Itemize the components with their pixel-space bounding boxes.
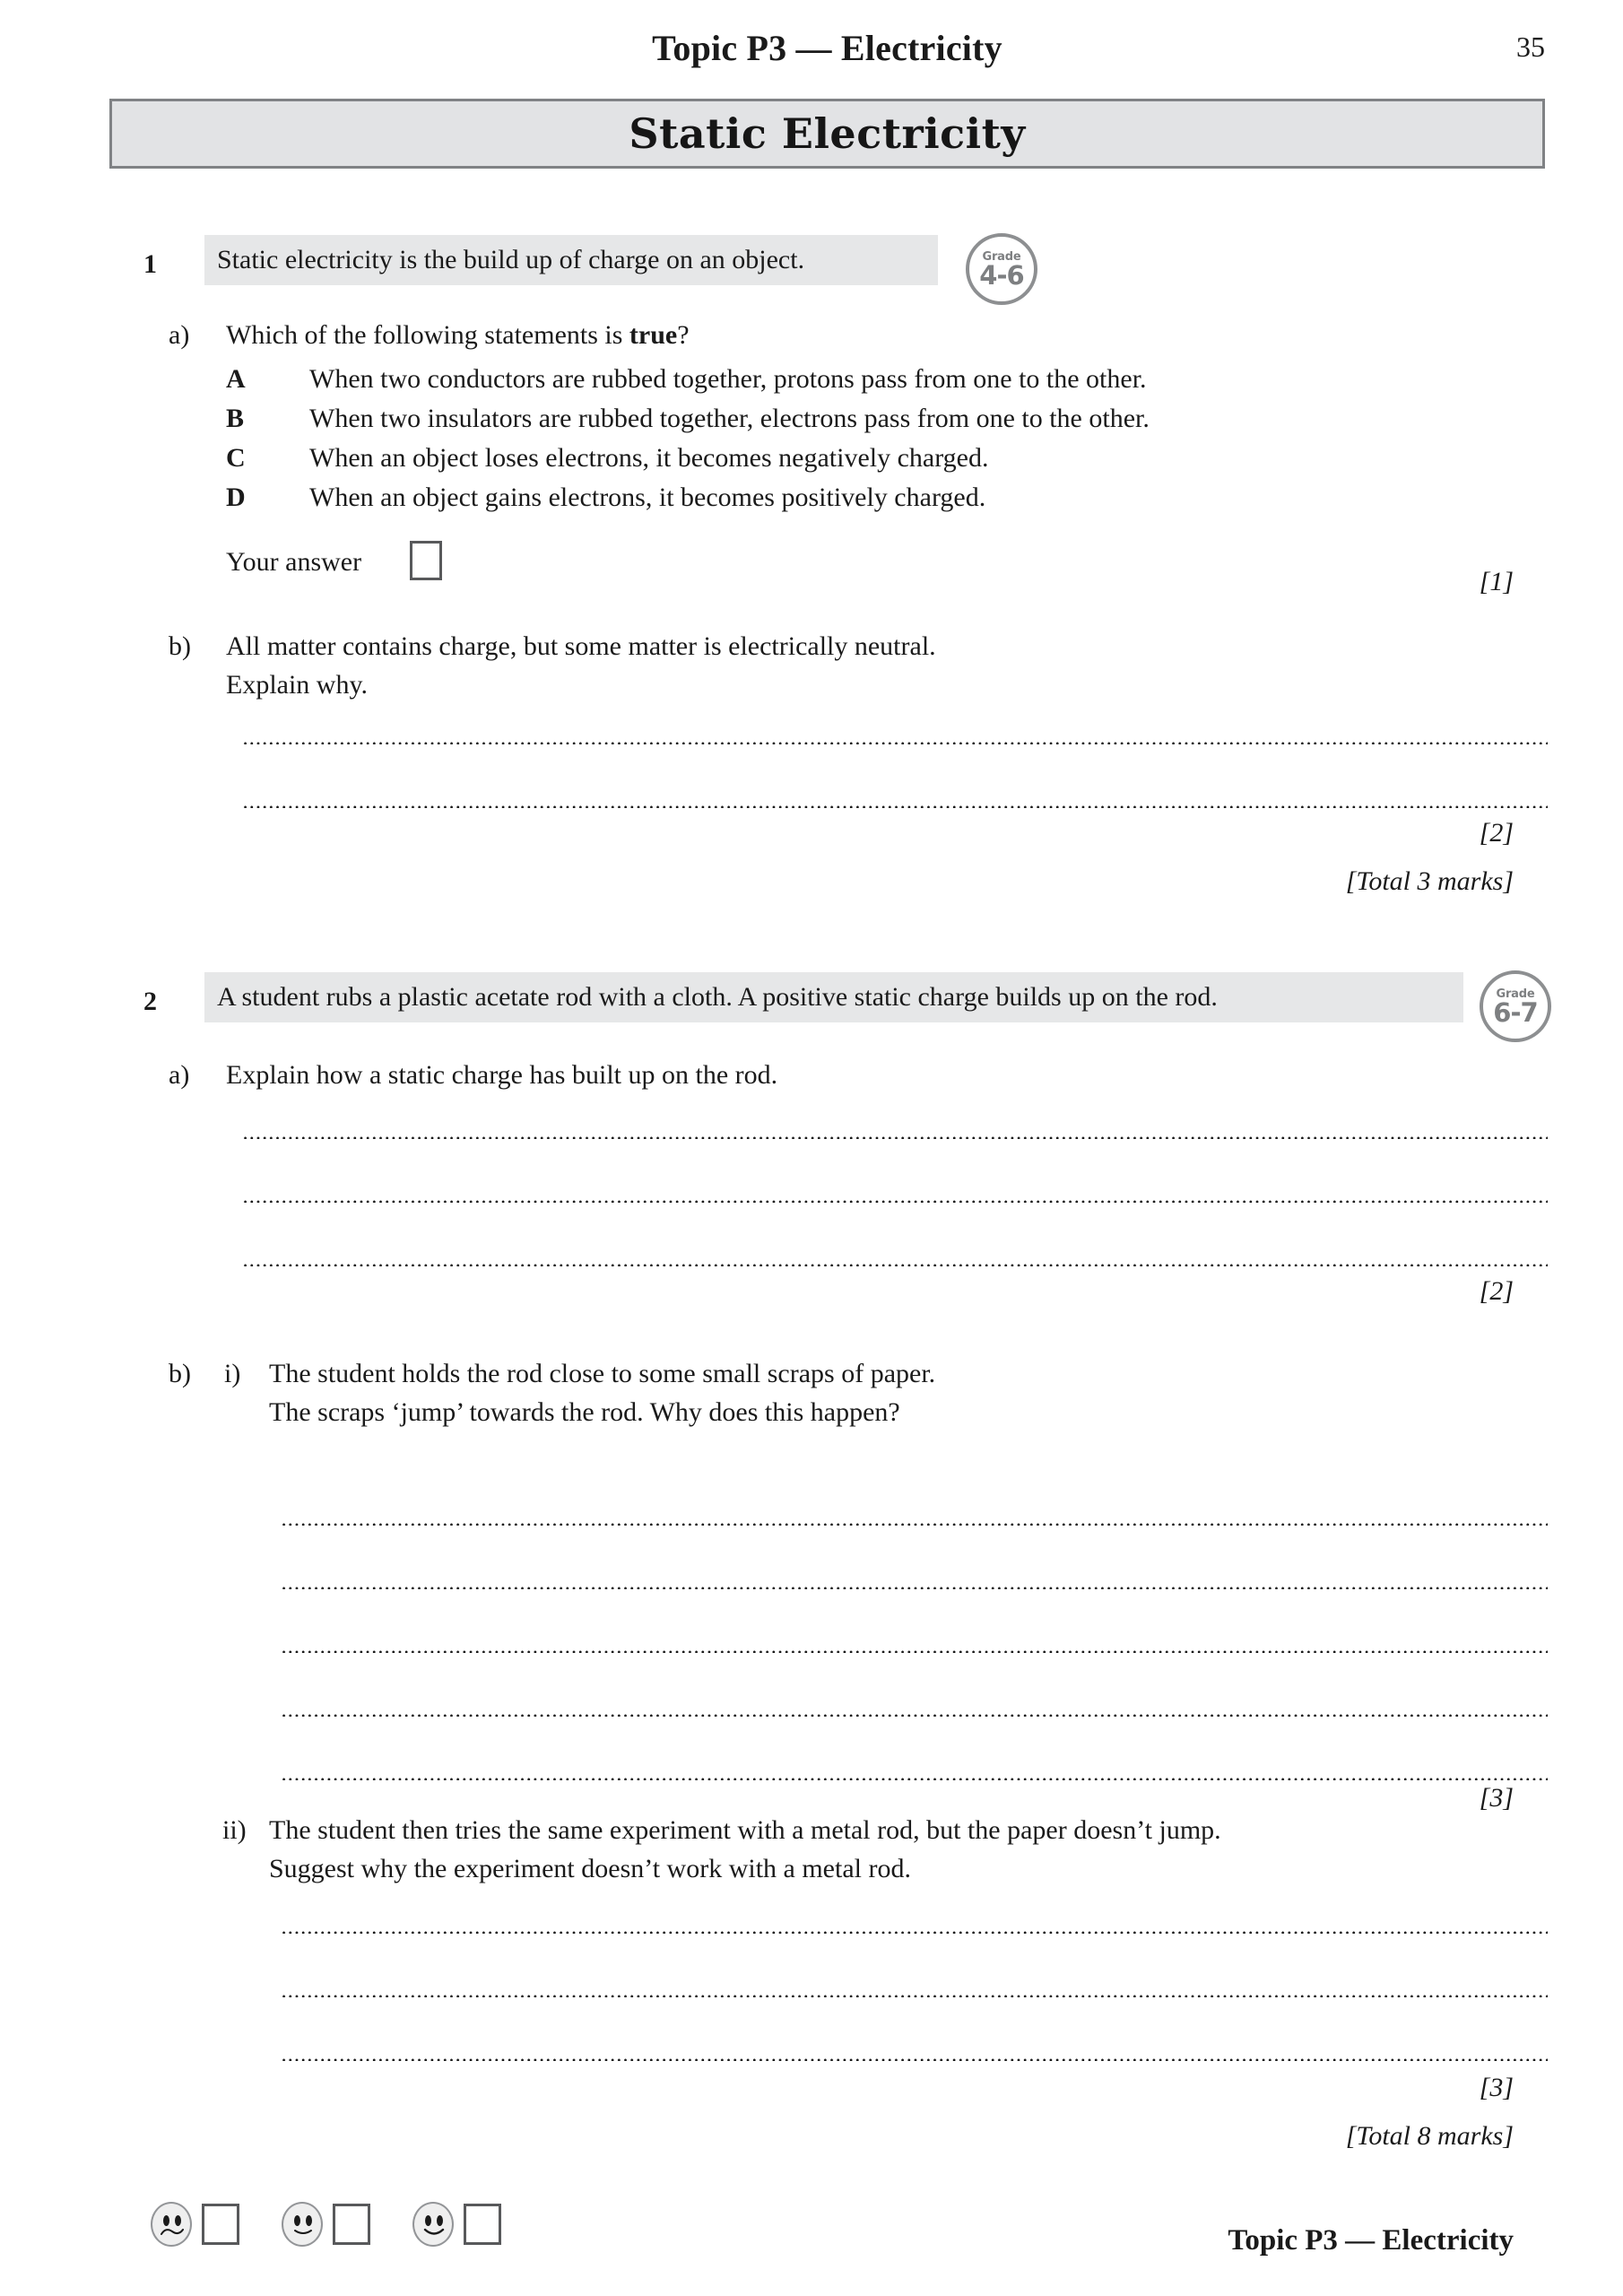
answer-line[interactable] xyxy=(281,1773,1548,1780)
question-1-part-a-label: a) xyxy=(169,320,190,350)
neutral-face-icon xyxy=(282,2202,323,2247)
question-1-total-marks: [Total 3 marks] xyxy=(1345,866,1514,896)
page-title: Static Electricity xyxy=(629,109,1026,158)
question-2-part-b-label: b) xyxy=(169,1359,191,1388)
unsure-face-icon xyxy=(151,2202,192,2247)
question-2-part-a-marks: [2] xyxy=(1479,1276,1514,1306)
question-2-number: 2 xyxy=(143,987,157,1016)
question-2-part-b-ii-line1: The student then tries the same experiment with a metal rod, but the paper doesn’t jump. xyxy=(269,1815,1221,1845)
question-1-part-b-label: b) xyxy=(169,631,191,661)
question-2-stem-text: A student rubs a plastic acetate rod with a cloth. A positive static charge builds up on the rod. xyxy=(217,982,1218,1012)
answer-line[interactable] xyxy=(242,737,1548,744)
answer-line[interactable] xyxy=(281,1582,1548,1589)
smile-mouth-icon xyxy=(422,2228,446,2238)
question-2-part-a-label: a) xyxy=(169,1060,190,1090)
answer-line[interactable] xyxy=(281,1709,1548,1717)
question-2-grade-badge xyxy=(1480,970,1551,1042)
eye-right xyxy=(437,2215,443,2226)
eye-left xyxy=(425,2215,431,2226)
page-title-banner xyxy=(109,99,1545,169)
grade-word-label: Grade xyxy=(1496,987,1535,1001)
question-2-part-b-i-label: i) xyxy=(224,1359,241,1388)
grade-word-label: Grade xyxy=(982,250,1021,264)
slight-smile-mouth-icon xyxy=(291,2228,315,2238)
your-answer-label: Your answer xyxy=(226,547,362,577)
option-b-text: When two insulators are rubbed together, electrons pass from one to the other. xyxy=(309,404,1150,433)
answer-line[interactable] xyxy=(242,1259,1548,1266)
question-2-part-b-ii-line2: Suggest why the experiment doesn’t work with a metal rod. xyxy=(269,1854,911,1883)
question-1-part-b-line1: All matter contains charge, but some matter is electrically neutral. xyxy=(226,631,936,661)
question-2-part-b-i-line1: The student holds the rod close to some small scraps of paper. xyxy=(269,1359,936,1388)
eye-right xyxy=(175,2215,181,2226)
option-c-text: When an object loses electrons, it becomes negatively charged. xyxy=(309,443,989,473)
option-c-letter: C xyxy=(226,443,246,473)
question-2-part-a-line1: Explain how a static charge has built up on the rod. xyxy=(226,1060,778,1090)
option-a-letter: A xyxy=(226,364,246,394)
question-1-grade-badge xyxy=(966,233,1037,305)
question-1-number: 1 xyxy=(143,249,157,279)
page-number: 35 xyxy=(1516,30,1545,63)
eye-left xyxy=(294,2215,300,2226)
option-d-text: When an object gains electrons, it becomes positively charged. xyxy=(309,483,986,512)
answer-line[interactable] xyxy=(242,1196,1548,1203)
answer-line[interactable] xyxy=(281,1926,1548,1934)
self-assessment-group-happy xyxy=(412,2202,501,2247)
question-1-stem-bar xyxy=(204,235,938,285)
grade-range-label: 4-6 xyxy=(979,260,1024,291)
question-1-part-b-line2: Explain why. xyxy=(226,670,369,700)
header-topic-title: Topic P3 — Electricity xyxy=(652,28,1002,68)
answer-line[interactable] xyxy=(281,1990,1548,1997)
self-assessment-checkbox-unsure[interactable] xyxy=(202,2204,239,2245)
eye-right xyxy=(306,2215,312,2226)
question-2-part-b-i-marks: [3] xyxy=(1479,1783,1514,1813)
question-2-stem-bar xyxy=(204,972,1463,1022)
self-assessment-checkbox-neutral[interactable] xyxy=(333,2204,370,2245)
self-assessment-group-neutral xyxy=(282,2202,370,2247)
your-answer-input-box[interactable] xyxy=(410,541,442,580)
answer-line[interactable] xyxy=(242,1132,1548,1139)
question-2-total-marks: [Total 8 marks] xyxy=(1345,2121,1514,2151)
question-2-part-b-i-line2: The scraps ‘jump’ towards the rod. Why does this happen? xyxy=(269,1397,900,1427)
question-2-part-b-ii-marks: [3] xyxy=(1479,2073,1514,2102)
grade-range-label: 6-7 xyxy=(1493,997,1538,1028)
eye-left xyxy=(163,2215,169,2226)
self-assessment-faces xyxy=(151,2202,543,2247)
happy-face-icon xyxy=(412,2202,454,2247)
wavy-mouth-icon xyxy=(161,2228,184,2238)
question-2-part-b-ii-label: ii) xyxy=(222,1815,247,1845)
option-a-text: When two conductors are rubbed together, protons pass from one to the other. xyxy=(309,364,1147,394)
footer-topic-title: Topic P3 — Electricity xyxy=(1228,2224,1514,2257)
self-assessment-group-unsure xyxy=(151,2202,239,2247)
answer-line[interactable] xyxy=(242,801,1548,808)
answer-line[interactable] xyxy=(281,2054,1548,2061)
question-1-part-a-prompt: Which of the following statements is true? xyxy=(226,320,690,350)
question-1-part-a-marks: [1] xyxy=(1479,567,1514,596)
option-b-letter: B xyxy=(226,404,245,433)
page-header xyxy=(109,27,1545,72)
answer-line[interactable] xyxy=(281,1518,1548,1526)
self-assessment-checkbox-happy[interactable] xyxy=(464,2204,501,2245)
option-d-letter: D xyxy=(226,483,246,512)
question-1-stem-text: Static electricity is the build up of charge on an object. xyxy=(217,245,805,274)
question-1-part-b-marks: [2] xyxy=(1479,818,1514,848)
answer-line[interactable] xyxy=(281,1646,1548,1653)
